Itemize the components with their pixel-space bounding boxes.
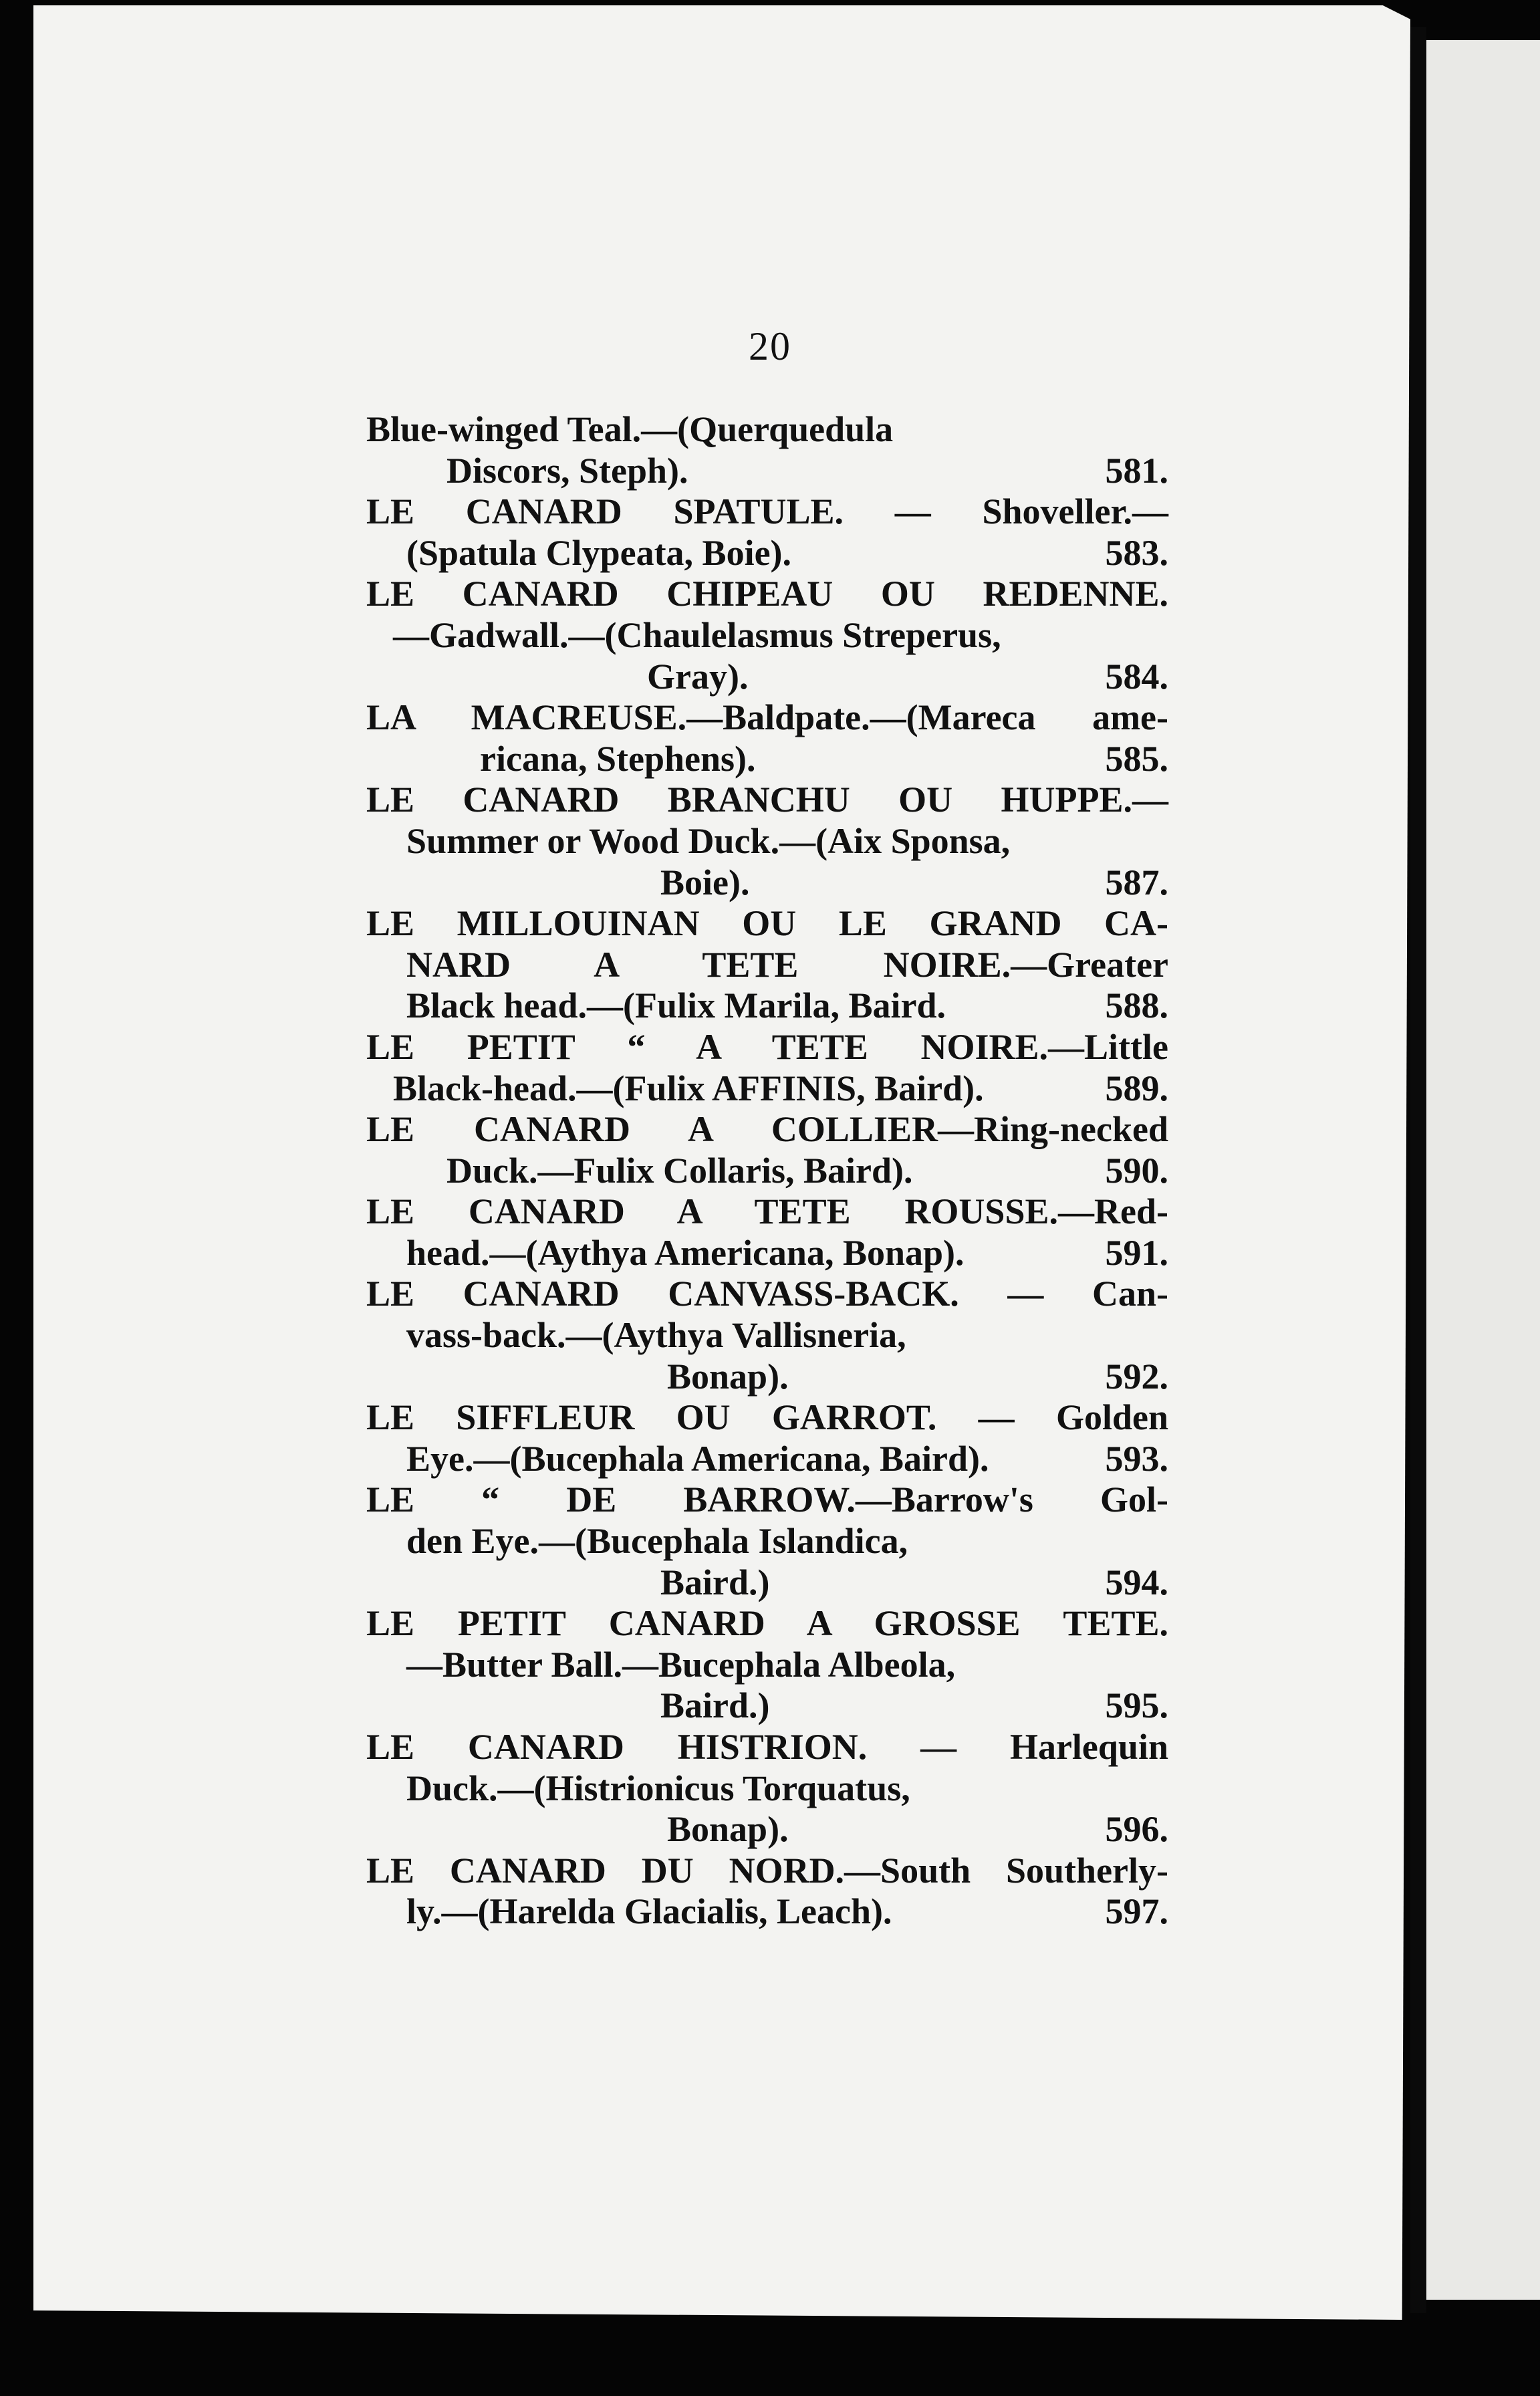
index-line <box>366 491 1168 533</box>
index-line-text: —Gadwall.—(Chaulelasmus Streperus, <box>393 614 1001 655</box>
index-line-text: LE CANARD DU NORD.—South Southerly- <box>366 1850 1168 1891</box>
index-line <box>366 1191 1168 1233</box>
index-line-text: Summer or Wood Duck.—(Aix Sponsa, <box>406 820 1011 861</box>
index-line-text: LE MILLOUINAN OU LE GRAND CA- <box>366 903 1168 944</box>
index-line-number: 596. <box>1105 1809 1168 1850</box>
index-line <box>366 697 1168 739</box>
index-line-text: head.—(Aythya Americana, Bonap). <box>406 1232 965 1273</box>
index-line <box>366 1315 1168 1356</box>
index-line-number: 588. <box>1105 985 1168 1026</box>
index-line-text: (Spatula Clypeata, Boie). <box>406 532 792 573</box>
index-line-text: LE PETIT “ A TETE NOIRE.—Little <box>366 1026 1168 1067</box>
index-line-number: 597. <box>1105 1891 1168 1932</box>
index-line-text: Eye.—(Bucephala Americana, Baird). <box>406 1438 989 1479</box>
index-line-text: vass-back.—(Aythya Vallisneria, <box>406 1315 906 1356</box>
index-line <box>366 615 1168 656</box>
index-line <box>366 1397 1168 1439</box>
index-line-number: 590. <box>1105 1150 1168 1191</box>
index-line <box>366 1850 1168 1892</box>
index-line-text: Blue-winged Teal.—(Querquedula <box>366 409 894 449</box>
index-line <box>366 1603 1168 1645</box>
index-line-number: 593. <box>1105 1438 1168 1479</box>
index-line <box>366 945 1168 986</box>
index-line-text: LE CANARD CHIPEAU OU REDENNE. <box>366 574 1168 614</box>
index-line <box>366 574 1168 615</box>
index-line-number: 595. <box>1105 1685 1168 1726</box>
index-line-number: 581. <box>1105 450 1168 491</box>
index-line-text: Black head.—(Fulix Marila, Baird. <box>406 985 946 1026</box>
index-line <box>366 821 1168 862</box>
index-line <box>366 1233 1168 1274</box>
index-line-text: Baird.) <box>660 1685 770 1726</box>
index-line-number: 583. <box>1105 532 1168 573</box>
index-line-text: ricana, Stephens). <box>480 738 756 779</box>
index-line-text: Duck.—(Histrionicus Torquatus, <box>406 1768 910 1808</box>
index-line <box>366 1768 1168 1810</box>
index-line-text: LA MACREUSE.—Baldpate.—(Mareca ame- <box>366 697 1168 738</box>
index-line-text: LE CANARD BRANCHU OU HUPPE.— <box>366 780 1168 820</box>
index-line <box>366 739 1168 780</box>
index-line-number: 589. <box>1105 1068 1168 1108</box>
page-number: 20 <box>749 324 791 368</box>
index-line-text: Black-head.—(Fulix AFFINIS, Baird). <box>393 1068 984 1108</box>
species-index-list <box>366 409 1168 1933</box>
index-line-text: LE PETIT CANARD A GROSSE TETE. <box>366 1603 1168 1644</box>
index-line <box>366 1891 1168 1933</box>
index-line-number: 592. <box>1105 1356 1168 1397</box>
index-line-text: Duck.—Fulix Collaris, Baird). <box>446 1150 913 1191</box>
index-line <box>366 1685 1168 1727</box>
index-line-text: LE CANARD SPATULE. — Shoveller.— <box>366 491 1168 532</box>
index-line-text: NARD A TETE NOIRE.—Greater <box>406 944 1168 985</box>
index-line <box>366 1645 1168 1686</box>
index-line-text: —Butter Ball.—Bucephala Albeola, <box>406 1644 956 1685</box>
index-line-text: den Eye.—(Bucephala Islandica, <box>406 1521 908 1562</box>
index-line <box>366 1521 1168 1562</box>
index-line <box>366 985 1168 1027</box>
index-line <box>366 656 1168 698</box>
index-line <box>366 1479 1168 1521</box>
index-line <box>366 1068 1168 1110</box>
index-line <box>366 903 1168 945</box>
index-line-text: LE CANARD A TETE ROUSSE.—Red- <box>366 1191 1168 1232</box>
index-line <box>366 533 1168 574</box>
index-line-text: Bonap). <box>667 1809 789 1850</box>
index-line <box>366 451 1168 492</box>
index-line-text: LE SIFFLEUR OU GARROT. — Golden <box>366 1397 1168 1438</box>
index-line <box>366 1727 1168 1768</box>
index-line-text: ly.—(Harelda Glacialis, Leach). <box>406 1891 892 1932</box>
index-line-number: 587. <box>1105 862 1168 903</box>
index-line <box>366 1274 1168 1315</box>
index-line <box>366 1562 1168 1604</box>
index-line-text: Discors, Steph). <box>446 450 688 491</box>
index-line <box>366 780 1168 821</box>
index-line-text: Baird.) <box>660 1562 770 1602</box>
index-line-text: LE CANARD A COLLIER—Ring-necked <box>366 1109 1168 1150</box>
index-line <box>366 862 1168 904</box>
index-line-text: LE CANARD CANVASS-BACK. — Can- <box>366 1274 1168 1314</box>
facing-page-edge <box>1426 40 1540 2300</box>
index-line <box>366 1809 1168 1850</box>
index-line-number: 585. <box>1105 738 1168 779</box>
index-line-text: Bonap). <box>667 1356 789 1397</box>
page-gutter-shadow <box>1410 27 1426 2313</box>
index-line <box>366 1027 1168 1068</box>
index-line-number: 591. <box>1105 1232 1168 1273</box>
index-line <box>366 1356 1168 1398</box>
index-line-text: Gray). <box>647 656 749 697</box>
index-line-text: Boie). <box>660 862 750 903</box>
index-line <box>366 1439 1168 1480</box>
index-line <box>366 1109 1168 1151</box>
index-line <box>366 409 1168 451</box>
index-line-text: LE “ DE BARROW.—Barrow's Gol- <box>366 1479 1168 1520</box>
index-line <box>366 1151 1168 1192</box>
index-line-number: 584. <box>1105 656 1168 697</box>
index-line-number: 594. <box>1105 1562 1168 1602</box>
index-line-text: LE CANARD HISTRION. — Harlequin <box>366 1727 1168 1767</box>
